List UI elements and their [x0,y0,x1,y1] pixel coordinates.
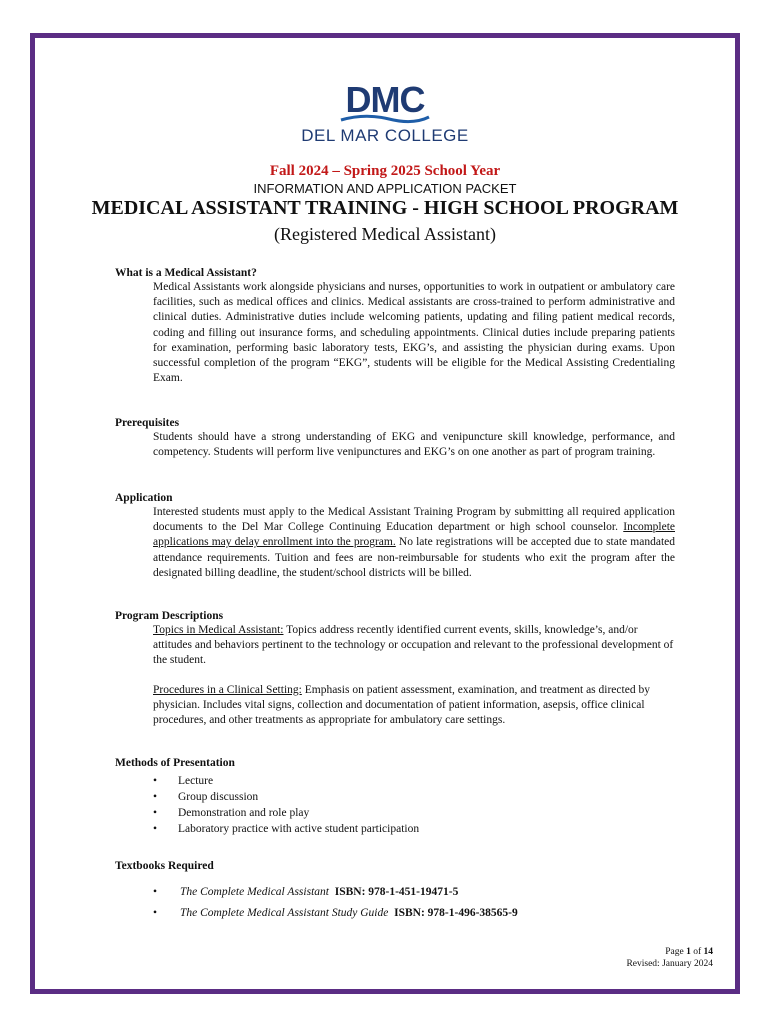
procedures-text [153,683,675,729]
bullet-icon: • [153,791,158,803]
methods-heading: Methods of Presentation [115,757,235,769]
prerequisites-heading: Prerequisites [115,417,180,429]
bullet-icon: • [153,807,158,819]
bullet-icon: • [153,823,158,835]
page-number: Page 1 of 14 [665,947,713,957]
application-text-end: No late registrations will be accepted due to state mandated attendance requirements. Tuition and fees are non-reimbursable for students who exit the program after the designated billing deadline, the student/school districts will be billed. [153,536,675,579]
section-prerequisites [115,417,675,460]
program-title: MEDICAL ASSISTANT TRAINING - HIGH SCHOOL PROGRAM [91,197,679,219]
college-name: DEL MAR COLLEGE [301,126,469,145]
topics-text [153,623,675,669]
application-heading: Application [115,492,173,504]
topics-description: Topics address recently identified current events, skills, knowledge’s, and/or attitudes and behaviors pertinent to the technology or occupation and relevant to the professional development of the student. [153,624,674,667]
section-application [115,492,675,581]
page-frame [30,33,740,994]
section-methods [115,757,675,837]
list-item: • Group discussion [153,791,259,803]
list-item: • Demonstration and role play [153,807,310,819]
section-textbooks [115,860,675,924]
section-program-descriptions [115,610,675,728]
application-text-start: Interested students must apply to the Medical Assistant Training Program by submitting all required application documents to the Del Mar College Continuing Education department or high school counselor. [153,506,675,534]
list-item [115,903,675,924]
revised-date: Revised: January 2024 [626,959,713,969]
methods-list [115,773,675,837]
topics-label: Topics in Medical Assistant: [153,624,284,636]
logo-mark-text: DMC [345,80,425,120]
college-logo [35,80,735,146]
program-heading: Program Descriptions [115,610,224,622]
application-warning: Incomplete applications may delay enrollment into the program. [153,521,675,549]
list-item: • Laboratory practice with active student participation [153,823,420,835]
prerequisites-text: Students should have a strong understanding of EKG and venipuncture skill knowledge, performance, and competency. Students will perform live venipunctures and EKG’s on one another as part of program training. [153,431,675,459]
what-is-text: Medical Assistants work alongside physicians and nurses, opportunities to work in outpatient or ambulatory care facilities, such as medical offices and clinics. Medical assistants are cross-trained to perform administrative and clinical duties. Administrative duties include welcoming patients, updating and filing patient medical records, coding and filling out insurance forms, and scheduling appointments. Clinical duties include preparing patients for examination, performing basic laboratory tests, EKG’s, and assisting the physician during exams. Upon successful completion of the program “EKG”, students will be eligible for the Medical Assisting Credentialing Exam. [153,281,675,385]
textbooks-list [115,882,675,924]
list-item [115,882,675,903]
page-footer [626,946,713,970]
bullet-icon: • [153,886,158,898]
what-is-heading: What is a Medical Assistant? [115,267,257,279]
procedures-description: Emphasis on patient assessment, examination, and treatment as directed by physician. Includes vital signs, collection and documentation of patient information, asepsis, office clinical procedures, and other treatments as appropriate for ambulatory care settings. [153,683,650,727]
textbooks-heading: Textbooks Required [115,860,214,872]
book-isbn: ISBN: 978-1-451-19471-5 [334,886,459,898]
packet-title: INFORMATION AND APPLICATION PACKET [253,181,517,196]
list-item: • Lecture [153,775,214,787]
procedures-label: Procedures in a Clinical Setting: [153,683,302,696]
bullet-icon: • [153,907,158,919]
book-isbn: ISBN: 978-1-496-38565-9 [394,907,518,919]
book-title: The Complete Medical Assistant [180,886,329,898]
school-year: Fall 2024 – Spring 2025 School Year [269,163,501,179]
program-subtitle: (Registered Medical Assistant) [274,224,496,244]
application-text [153,505,675,581]
book-title: The Complete Medical Assistant Study Guide [180,907,389,919]
dmc-logo-mark [337,80,433,124]
bullet-icon: • [153,775,158,787]
section-what-is [115,267,675,386]
